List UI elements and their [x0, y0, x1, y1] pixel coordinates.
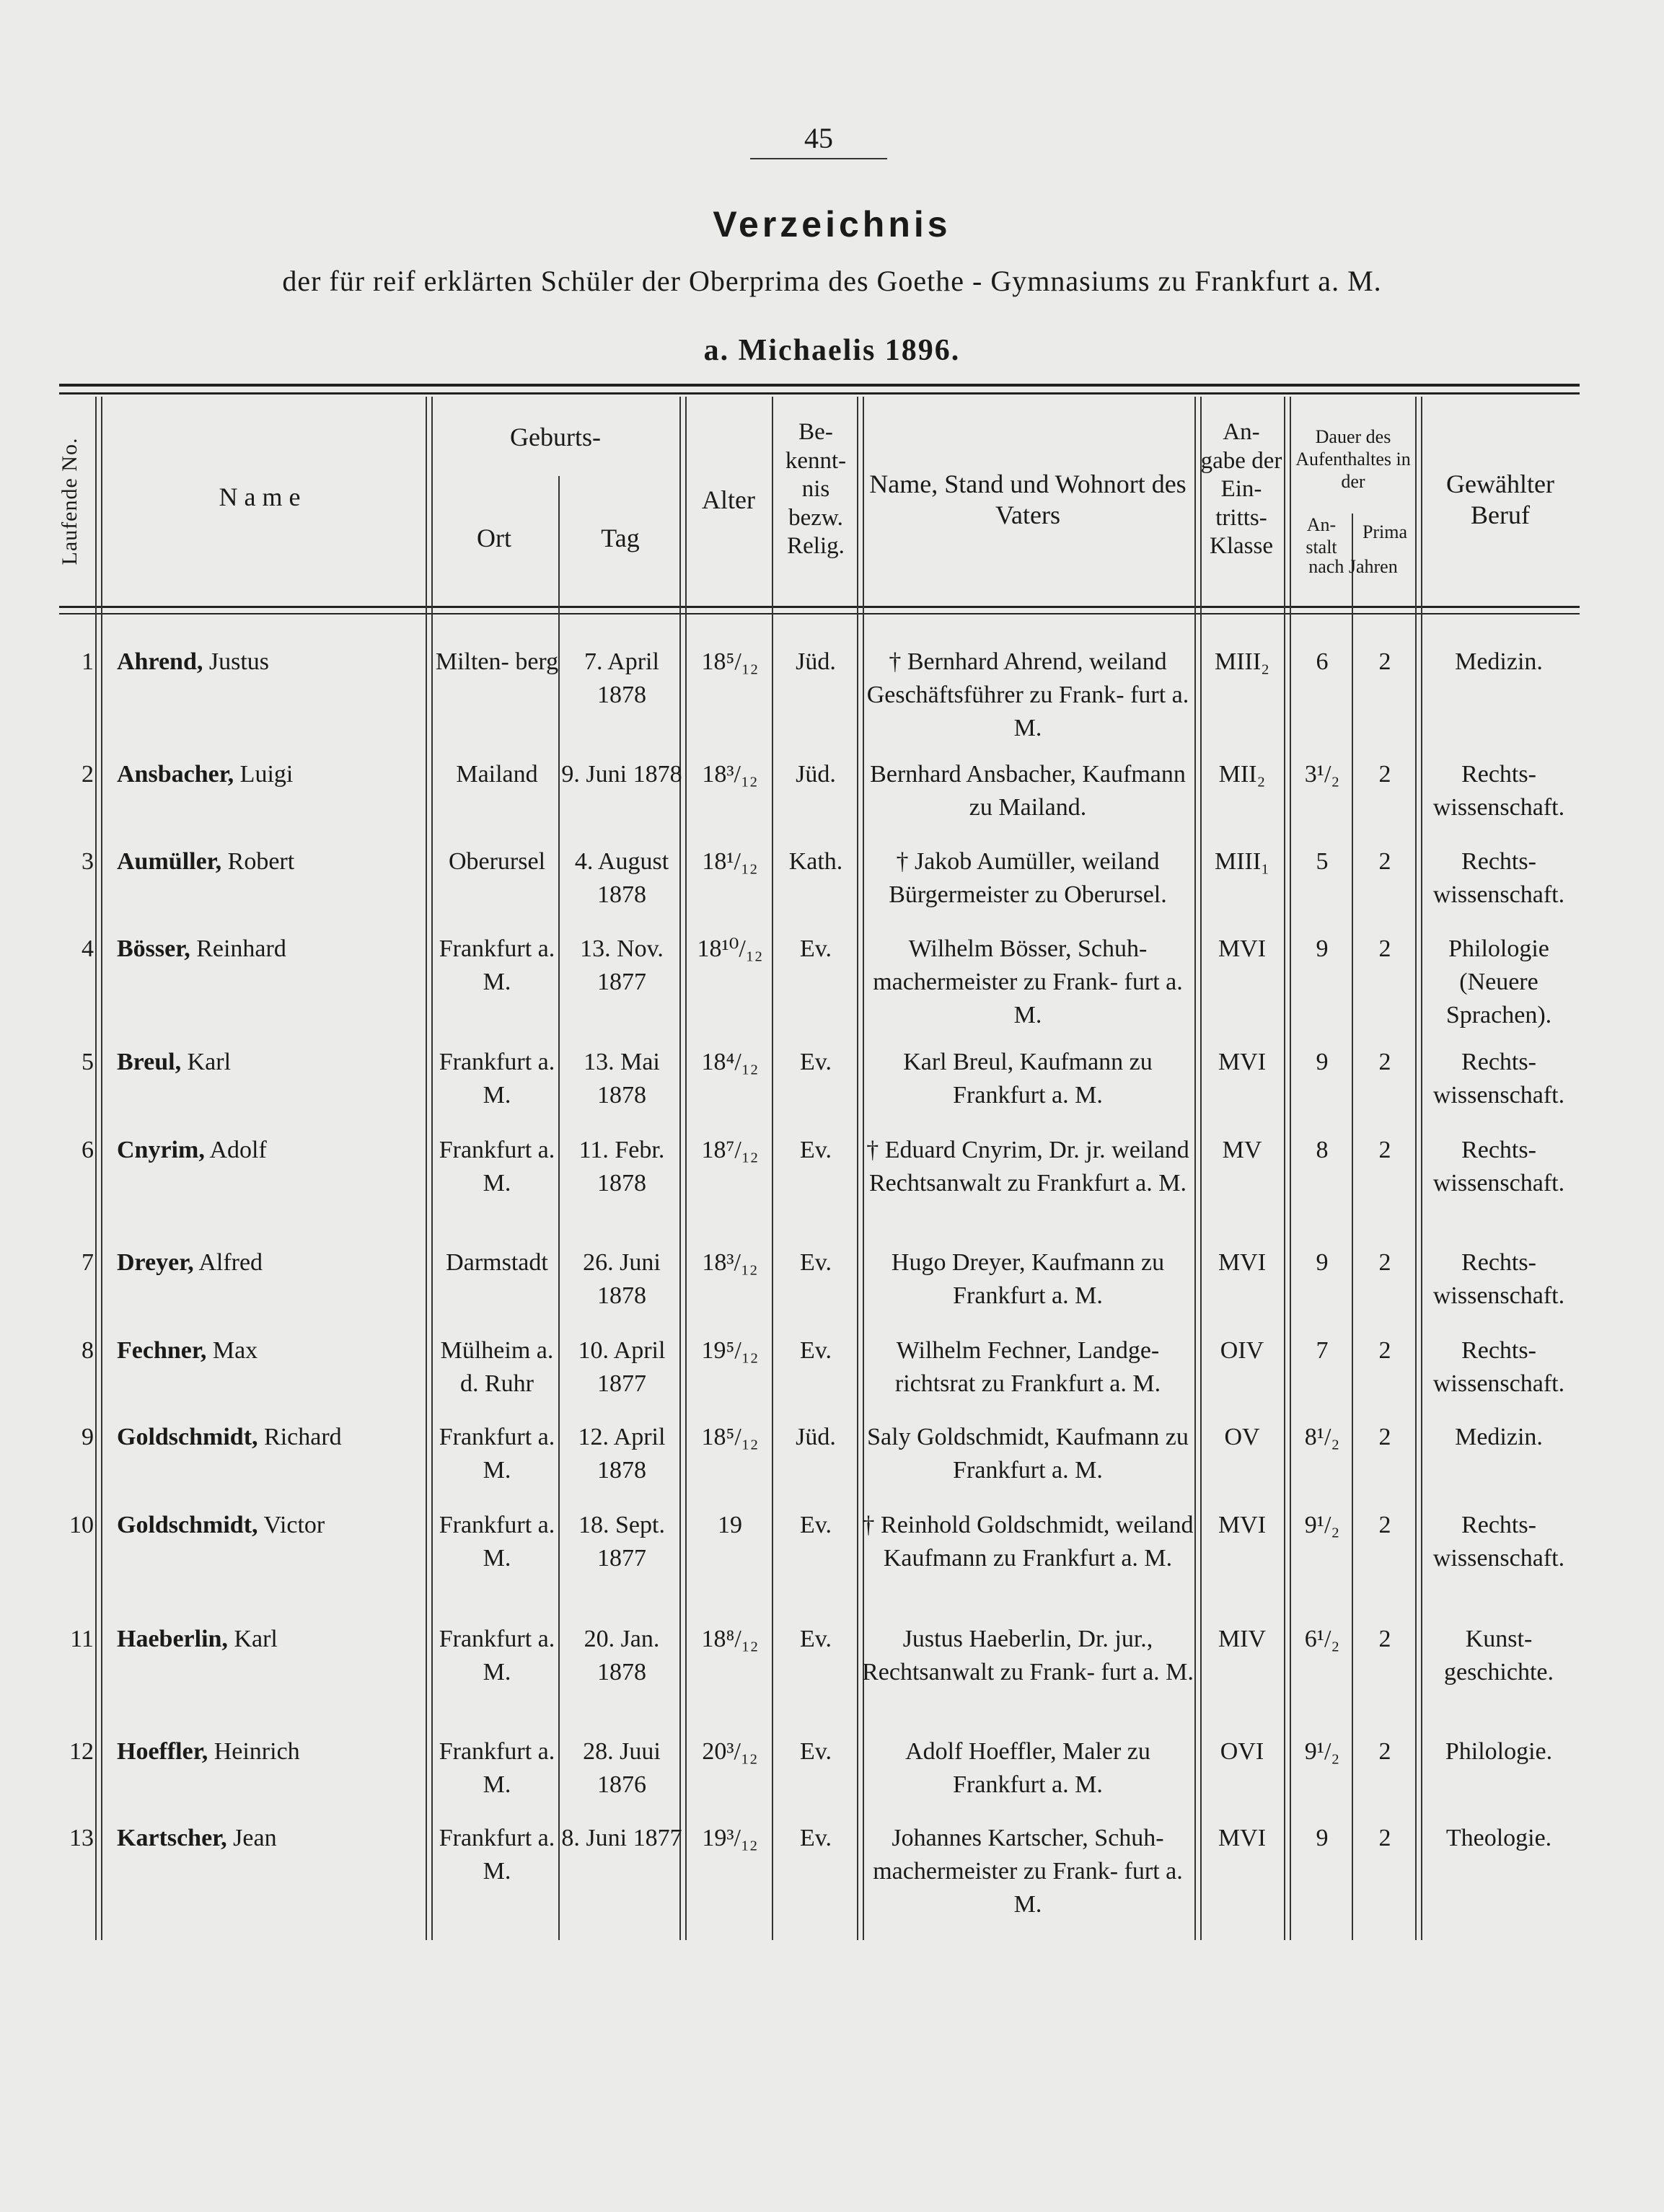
father-info: † Eduard Cnyrim, Dr. jr. weiland Rechtsanwalt zu Frankfurt a. M. — [866, 1137, 1189, 1197]
student-name — [117, 845, 427, 878]
years-in-prima: 2 — [1378, 1049, 1391, 1075]
birth-place: Mülheim a. d. Ruhr — [440, 1337, 554, 1397]
father-info: Hugo Dreyer, Kaufmann zu Frankfurt a. M. — [891, 1249, 1165, 1309]
student-surname: Goldschmidt, — [117, 1512, 258, 1538]
entry-class: MII₂ — [1218, 761, 1266, 788]
birth-place: Frankfurt a. M. — [439, 1512, 555, 1572]
student-number: 13 — [69, 1825, 94, 1851]
entry-class: MVI — [1218, 1512, 1267, 1538]
religion: Ev. — [799, 935, 832, 962]
student-surname: Bösser, — [117, 935, 190, 962]
page-number: 45 — [750, 121, 887, 159]
father-info: Karl Breul, Kaufmann zu Frankfurt a. M. — [903, 1049, 1153, 1109]
age: 19⁵/₁₂ — [701, 1337, 759, 1364]
student-number: 11 — [70, 1626, 94, 1652]
years-in-prima: 2 — [1378, 1337, 1391, 1364]
student-given-name: Richard — [264, 1424, 342, 1450]
entry-class: OIV — [1220, 1337, 1264, 1364]
chosen-profession: Rechts- wissenschaft. — [1432, 1137, 1565, 1197]
years-in-prima: 2 — [1378, 848, 1391, 875]
chosen-profession: Kunst- geschichte. — [1444, 1626, 1554, 1686]
age: 18⁵/₁₂ — [701, 1424, 759, 1450]
column-divider — [558, 476, 560, 1940]
birth-date: 13. Mai 1878 — [584, 1049, 660, 1109]
birth-date: 4. August 1878 — [574, 848, 669, 908]
years-in-prima: 2 — [1378, 1738, 1391, 1765]
age: 20³/₁₂ — [702, 1738, 758, 1765]
birth-date: 18. Sept. 1877 — [578, 1512, 665, 1572]
header-beruf: Gewählter Beruf — [1446, 470, 1554, 530]
years-in-prima: 2 — [1378, 1825, 1391, 1851]
header-alter: Alter — [702, 485, 755, 514]
entry-class: MVI — [1218, 1049, 1267, 1075]
father-info: Justus Haeberlin, Dr. jur., Rechtsanwalt zu Frank- furt a. M. — [862, 1626, 1194, 1686]
years-at-school: 9 — [1316, 1049, 1329, 1075]
age: 18¹⁰/₁₂ — [697, 935, 763, 962]
header-angabe: An- gabe der Ein- tritts- Klasse — [1200, 419, 1282, 560]
birth-date: 20. Jan. 1878 — [584, 1626, 660, 1686]
student-name — [117, 645, 427, 679]
header-name: N a m e — [219, 483, 301, 511]
birth-place: Mailand — [456, 761, 538, 788]
chosen-profession: Rechts- wissenschaft. — [1432, 1337, 1565, 1397]
years-in-prima: 2 — [1378, 1137, 1391, 1163]
student-given-name: Karl — [187, 1049, 232, 1075]
student-surname: Hoeffler, — [117, 1738, 208, 1765]
student-name — [117, 758, 427, 791]
student-number: 2 — [82, 761, 94, 788]
student-name — [117, 1623, 427, 1656]
header-geburts: Geburts- — [510, 423, 601, 451]
entry-class: MVI — [1218, 935, 1267, 962]
student-number: 7 — [82, 1249, 94, 1276]
birth-place: Oberursel — [448, 848, 546, 875]
birth-date: 28. Juui 1876 — [583, 1738, 661, 1798]
years-at-school: 9¹/₂ — [1304, 1738, 1340, 1765]
student-given-name: Max — [212, 1337, 258, 1364]
years-at-school: 9¹/₂ — [1304, 1512, 1340, 1538]
student-number: 8 — [82, 1337, 94, 1364]
religion: Ev. — [799, 1512, 832, 1538]
student-surname: Aumüller, — [117, 848, 222, 875]
birth-place: Milten- berg — [435, 648, 559, 675]
birth-date: 9. Juni 1878 — [561, 761, 682, 788]
father-info: Johannes Kartscher, Schuh- machermeister zu Frank- furt a. M. — [873, 1825, 1183, 1918]
column-divider — [426, 397, 433, 1940]
years-at-school: 3¹/₂ — [1304, 761, 1340, 788]
religion: Ev. — [799, 1825, 832, 1851]
entry-class: MVI — [1218, 1249, 1267, 1276]
student-number: 9 — [82, 1424, 94, 1450]
student-name — [117, 933, 427, 966]
student-given-name: Luigi — [239, 761, 294, 788]
age: 18⁵/₁₂ — [701, 648, 759, 675]
years-at-school: 9 — [1316, 935, 1329, 962]
years-at-school: 6¹/₂ — [1304, 1626, 1340, 1652]
entry-class: OV — [1224, 1424, 1260, 1450]
birth-place: Frankfurt a. M. — [439, 935, 555, 995]
years-in-prima: 2 — [1378, 1512, 1391, 1538]
column-divider — [1284, 397, 1291, 1940]
student-surname: Ansbacher, — [117, 761, 234, 788]
student-number: 1 — [82, 648, 94, 675]
religion: Jüd. — [796, 761, 836, 788]
father-info: Wilhelm Bösser, Schuh- machermeister zu Frank- furt a. M. — [873, 935, 1183, 1028]
student-given-name: Victor — [263, 1512, 325, 1538]
entry-class: MIV — [1218, 1626, 1267, 1652]
religion: Ev. — [799, 1337, 832, 1364]
entry-class: MIII₁ — [1214, 848, 1270, 875]
years-at-school: 5 — [1316, 848, 1329, 875]
student-name — [117, 1134, 427, 1167]
chosen-profession: Rechts- wissenschaft. — [1432, 848, 1565, 908]
birth-place: Frankfurt a. M. — [439, 1137, 555, 1197]
student-number: 5 — [82, 1049, 94, 1075]
religion: Kath. — [788, 848, 843, 875]
student-given-name: Karl — [234, 1626, 278, 1652]
age: 19³/₁₂ — [702, 1825, 758, 1851]
student-given-name: Robert — [227, 848, 295, 875]
page-subtitle: der für reif erklärten Schüler der Oberprima des Goethe - Gymnasiums zu Frankfurt a. M. — [282, 265, 1382, 297]
student-name — [117, 1735, 427, 1768]
column-divider — [1352, 514, 1353, 1940]
age: 18¹/₁₂ — [702, 848, 758, 875]
birth-place: Darmstadt — [446, 1249, 548, 1276]
student-given-name: Alfred — [198, 1249, 263, 1276]
student-given-name: Jean — [233, 1825, 277, 1851]
birth-date: 11. Febr. 1878 — [578, 1137, 665, 1197]
header-prima: Prima — [1362, 521, 1408, 542]
years-in-prima: 2 — [1378, 935, 1391, 962]
table-top-rule — [59, 384, 1580, 387]
chosen-profession: Rechts- wissenschaft. — [1432, 761, 1565, 821]
birth-date: 8. Juni 1877 — [561, 1825, 682, 1851]
years-at-school: 6 — [1316, 648, 1329, 675]
birth-place: Frankfurt a. M. — [439, 1626, 555, 1686]
religion: Jüd. — [796, 1424, 836, 1450]
father-info: Bernhard Ansbacher, Kaufmann zu Mailand. — [870, 761, 1186, 821]
chosen-profession: Medizin. — [1455, 1424, 1543, 1450]
birth-date: 10. April 1877 — [578, 1337, 666, 1397]
student-name — [117, 1421, 427, 1454]
years-in-prima: 2 — [1378, 1626, 1391, 1652]
religion: Ev. — [799, 1626, 832, 1652]
chosen-profession: Medizin. — [1455, 648, 1543, 675]
father-info: Wilhelm Fechner, Landge- richtsrat zu Frankfurt a. M. — [894, 1337, 1161, 1397]
years-at-school: 9 — [1316, 1825, 1329, 1851]
birth-place: Frankfurt a. M. — [439, 1049, 555, 1109]
student-name — [117, 1334, 427, 1367]
table-top-rule-inner — [59, 392, 1580, 395]
birth-date: 26. Juni 1878 — [583, 1249, 661, 1309]
age: 18³/₁₂ — [702, 1249, 758, 1276]
chosen-profession: Rechts- wissenschaft. — [1432, 1512, 1565, 1572]
student-number: 10 — [69, 1512, 94, 1538]
student-given-name: Adolf — [209, 1137, 267, 1163]
father-info: † Reinhold Goldschmidt, weiland Kaufmann zu Frankfurt a. M. — [862, 1512, 1194, 1572]
entry-class: MIII₂ — [1214, 648, 1270, 675]
chosen-profession: Rechts- wissenschaft. — [1432, 1249, 1565, 1309]
header-laufende-no — [58, 437, 238, 616]
entry-class: MVI — [1218, 1825, 1267, 1851]
student-given-name: Heinrich — [213, 1738, 300, 1765]
page-title: Verzeichnis — [713, 204, 951, 244]
chosen-profession: Theologie. — [1445, 1825, 1552, 1851]
years-at-school: 8¹/₂ — [1304, 1424, 1340, 1450]
student-number: 3 — [82, 848, 94, 875]
father-info: † Bernhard Ahrend, weiland Geschäftsführer zu Frank- furt a. M. — [866, 648, 1189, 741]
student-name — [117, 1246, 427, 1279]
years-at-school: 9 — [1316, 1249, 1329, 1276]
age: 18⁷/₁₂ — [701, 1137, 759, 1163]
student-surname: Ahrend, — [117, 648, 203, 675]
student-given-name: Justus — [208, 648, 269, 675]
header-anstalt: An- stalt — [1306, 514, 1337, 558]
header-vater: Name, Stand und Wohnort des Vaters — [869, 470, 1187, 530]
student-surname: Dreyer, — [117, 1249, 194, 1276]
age: 18⁴/₁₂ — [701, 1049, 759, 1075]
student-given-name: Reinhard — [196, 935, 286, 962]
chosen-profession: Philologie. — [1445, 1738, 1553, 1765]
header-ort: Ort — [477, 524, 511, 552]
student-number: 6 — [82, 1137, 94, 1163]
header-dauer: Dauer des Aufenthaltes in der — [1295, 426, 1411, 493]
father-info: † Jakob Aumüller, weiland Bürgermeister zu Oberursel. — [889, 848, 1167, 908]
father-info: Saly Goldschmidt, Kaufmann zu Frankfurt a. M. — [867, 1424, 1189, 1484]
chosen-profession: Rechts- wissenschaft. — [1432, 1049, 1565, 1109]
header-tag: Tag — [601, 524, 640, 552]
student-number: 4 — [82, 935, 94, 962]
chosen-profession: Philologie (Neuere Sprachen). — [1445, 935, 1552, 1028]
age: 18³/₁₂ — [702, 761, 758, 788]
student-number: 12 — [69, 1738, 94, 1765]
years-in-prima: 2 — [1378, 1249, 1391, 1276]
religion: Jüd. — [796, 648, 836, 675]
student-surname: Cnyrim, — [117, 1137, 205, 1163]
student-surname: Haeberlin, — [117, 1626, 228, 1652]
student-name — [117, 1509, 427, 1542]
years-at-school: 7 — [1316, 1337, 1329, 1364]
religion: Ev. — [799, 1049, 832, 1075]
header-bekenntnis: Be- kennt- nis bezw. Relig. — [785, 419, 847, 560]
birth-date: 13. Nov. 1877 — [580, 935, 664, 995]
age: 18⁸/₁₂ — [701, 1626, 759, 1652]
father-info: Adolf Hoeffler, Maler zu Frankfurt a. M. — [905, 1738, 1150, 1798]
birth-place: Frankfurt a. M. — [439, 1738, 555, 1798]
student-name — [117, 1046, 427, 1079]
header-nach-jahren: nach Jahren — [1308, 556, 1398, 577]
student-name — [117, 1822, 427, 1855]
exam-occasion: a. Michaelis 1896. — [703, 334, 961, 367]
age: 19 — [718, 1512, 742, 1538]
religion: Ev. — [799, 1249, 832, 1276]
years-at-school: 8 — [1316, 1137, 1329, 1163]
header-laufende-no-label: Laufende No. — [58, 437, 82, 565]
student-surname: Kartscher, — [117, 1825, 227, 1851]
entry-class: OVI — [1220, 1738, 1264, 1765]
column-divider — [95, 397, 102, 1940]
religion: Ev. — [799, 1137, 832, 1163]
years-in-prima: 2 — [1378, 648, 1391, 675]
entry-class: MV — [1222, 1137, 1262, 1163]
birth-date: 12. April 1878 — [578, 1424, 666, 1484]
years-in-prima: 2 — [1378, 761, 1391, 788]
birth-date: 7. April 1878 — [584, 648, 659, 708]
birth-place: Frankfurt a. M. — [439, 1825, 555, 1885]
birth-place: Frankfurt a. M. — [439, 1424, 555, 1484]
student-surname: Fechner, — [117, 1337, 207, 1364]
student-surname: Goldschmidt, — [117, 1424, 258, 1450]
years-in-prima: 2 — [1378, 1424, 1391, 1450]
student-surname: Breul, — [117, 1049, 182, 1075]
religion: Ev. — [799, 1738, 832, 1765]
column-divider — [772, 397, 773, 1940]
